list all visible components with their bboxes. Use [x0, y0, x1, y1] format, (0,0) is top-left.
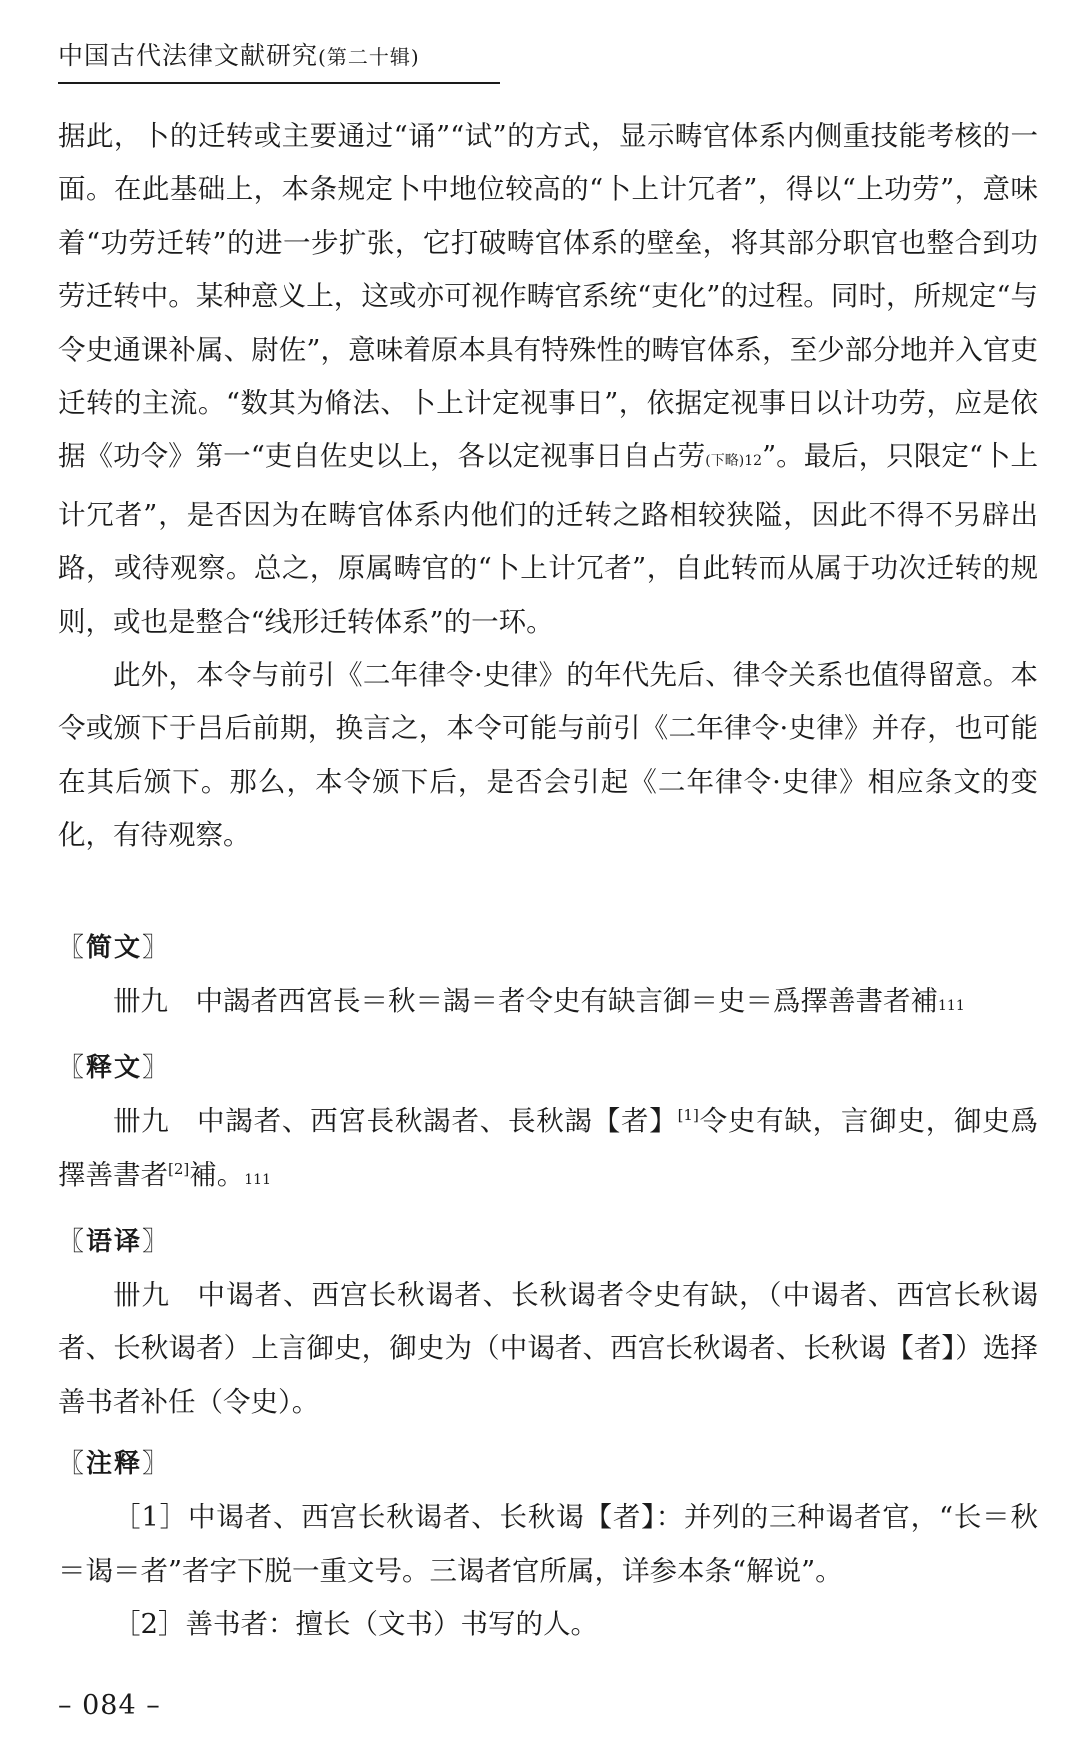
- body-paragraph-2: 此外，本令与前引《二年律令·史律》的年代先后、律令关系也值得留意。本令或颁下于吕后前期，换言之，本令可能与前引《二年律令·史律》并存，也可能在其后颁下。那么，本令颁下后，是否会引起《二年律令·史律》相应条文的变化，有待观察。: [58, 659, 1038, 852]
- running-header: [58, 36, 500, 84]
- footnote-ref-1: [1]: [677, 1105, 699, 1124]
- section-title-yuyi: 〖语译〗: [58, 1226, 171, 1257]
- shiwen-text-b: 令史有缺，言御史，御史爲擇善書者: [58, 1105, 1039, 1191]
- shiwen-text-a: 中謁者、西宮長秋謁者、長秋謁【者】: [197, 1105, 678, 1138]
- section-title-zhushi: 〖注释〗: [58, 1449, 171, 1480]
- entry-number: 卌九: [113, 984, 168, 1017]
- body-paragraph-1: [58, 110, 1038, 649]
- entry-number: 卌九: [113, 1278, 171, 1311]
- section-title-zhushi-text: 注释: [86, 1449, 143, 1480]
- footnote-ref-2: [2]: [168, 1159, 190, 1178]
- section-title-jianwen-text: 简文: [86, 932, 143, 963]
- journal-title: 中国古代法律文献研究: [58, 41, 319, 70]
- section-gap: [58, 863, 1038, 913]
- shiwen-entry: [58, 1095, 1038, 1207]
- shiwen-text-c: 補。: [189, 1158, 245, 1191]
- journal-issue: (第二十辑): [318, 45, 420, 69]
- note-1: ［1］中谒者、西宫长秋谒者、长秋谒【者】：并列的三种谒者官，“长＝秋＝谒＝者”者字下脱一重文号。三谒者官所属，详参本条“解说”。: [58, 1501, 1038, 1587]
- jianwen-entry: [58, 975, 1038, 1033]
- omission-note: (下略): [705, 453, 745, 470]
- jianwen-text: 中謁者西宮長＝秋＝謁＝者令史有缺言御＝史＝爲擇善書者補: [195, 984, 938, 1017]
- section-title-yuyi-text: 语译: [86, 1226, 143, 1257]
- slip-number: 111: [938, 997, 965, 1014]
- page-content: [58, 110, 1038, 1651]
- slip-number: 111: [244, 1171, 271, 1188]
- section-title-shiwen-text: 释文: [86, 1053, 143, 1084]
- yuyi-entry: [58, 1269, 1038, 1429]
- yuyi-text: 中谒者、西宫长秋谒者、长秋谒者令史有缺，（中谒者、西宫长秋谒者、长秋谒者）上言御史，御史为（中谒者、西宫长秋谒者、长秋谒【者】）选择善书者补任（令史）。: [58, 1278, 1039, 1418]
- entry-number: 卌九: [113, 1105, 170, 1138]
- page-number: – 084 –: [58, 1690, 161, 1721]
- body-paragraph-1-text-a: 据此，卜的迁转或主要通过“诵”“试”的方式，显示畴官体系内侧重技能考核的一面。在此基础上，本条规定卜中地位较高的“卜上计冗者”，得以“上功劳”，意味着“功劳迁转”的进一步扩张，它打破畴官体系的壁垒，将其部分职官也整合到功劳迁转中。某种意义上，这或亦可视作畴官系统“吏化”的过程。同时，所规定“与令史通课补属、尉佐”，意味着原本具有特殊性的畴官体系，至少部分地并入官吏迁转的主流。“数其为脩法、卜上计定视事日”，依据定视事日以计功劳，应是依据《功令》第一“吏自佐史以上，各以定视事日自占劳: [58, 120, 1038, 473]
- slip-number: 12: [744, 453, 763, 470]
- section-title-jianwen: 〖简文〗: [58, 932, 171, 963]
- body-paragraph-1-text-b: ”。最后，只限定“卜上计冗者”，是否因为在畴官体系内他们的迁转之路相较狭隘，因此不得不另辟出路，或待观察。总之，原属畴官的“卜上计冗者”，自此转而从属于功次迁转的规则，或也是整合“线形迁转体系”的一环。: [58, 440, 1038, 638]
- note-2: ［2］善书者：擅长（文书）书写的人。: [113, 1607, 598, 1640]
- section-title-shiwen: 〖释文〗: [58, 1053, 171, 1084]
